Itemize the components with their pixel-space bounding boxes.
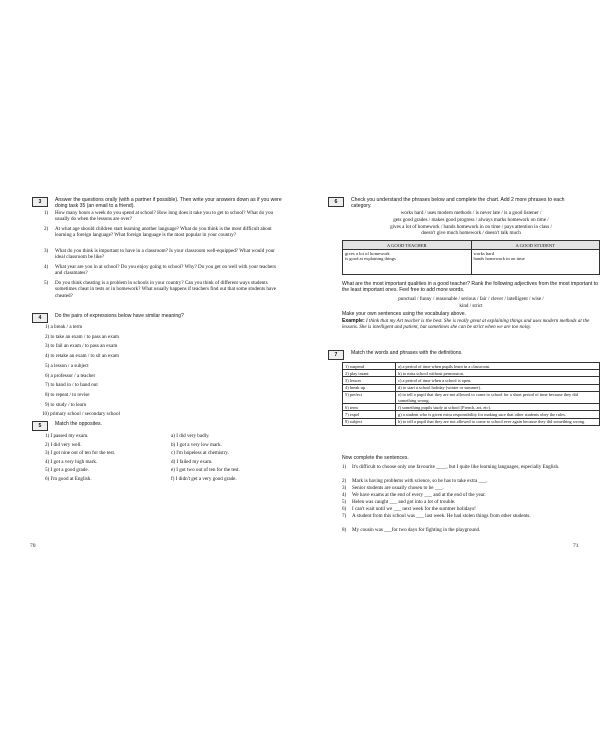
phrase-line: doesn't give much homework / doesn't talk much [421, 230, 521, 237]
expression-pair: 7) to hand in / to hand out [45, 382, 98, 389]
sentence-number: 7) [342, 513, 347, 519]
match-word[interactable]: 3) lesson [343, 377, 396, 384]
match-definition[interactable]: g) a student who is given extra responsibility for making sure that other students obey the rules. [396, 411, 600, 418]
page-number-left: 70 [30, 543, 36, 549]
sentence-number: 5) [342, 499, 347, 505]
question-text: How many hours a week do you spend at school? How long does it take you to get to school? What do you usually do when the lessons are over? [55, 210, 274, 223]
question-item [44, 248, 283, 261]
match-definition[interactable]: e) to tell a pupil that they are not allowed to come to school for a short period of time because they did something wrong. [396, 391, 600, 403]
question-item [44, 226, 283, 239]
match-row [343, 418, 600, 425]
exercise-5-number: 5 [32, 421, 48, 431]
expression-pair: 3) to fail an exam / to pass an exam [45, 343, 118, 350]
sentence-text: It's difficult to choose only one favourite ____, but I quite like learning languages, especially English. [352, 464, 560, 470]
sentence-number: 8) [342, 527, 347, 533]
opposite-right-item[interactable]: a) I did very badly. [171, 433, 210, 439]
match-word[interactable]: 7) expel [343, 411, 396, 418]
question-number: 5) [44, 280, 49, 286]
expression-pair: 2) to take an exam / to pass an exam [45, 333, 119, 340]
exercise-3-instruction: Answer the questions orally (with a partner if possible). Then write your answers down as if you were doing task 35 (an email to a friend). [55, 197, 282, 210]
opposite-right-item[interactable]: b) I got a very low mark. [171, 441, 222, 448]
sentence-number: 4) [342, 492, 347, 498]
sentence-text: Helen was caught ___ and got into a lot of trouble. [352, 499, 456, 505]
sentence-number: 6) [342, 506, 347, 512]
sentence-item [342, 492, 600, 498]
match-word[interactable]: 8) subject [343, 418, 396, 425]
match-definitions-table [342, 362, 600, 426]
sentence-text: I can't wait until we ___ next week for the summer holidays! [352, 506, 476, 512]
question-text: What do you think is important to have in a classroom? Is your classroom well-equipped? What would your ideal classroom be like? [55, 248, 275, 261]
exercise-6-number: 6 [328, 197, 344, 207]
exercise-4-number: 4 [32, 313, 48, 323]
chart-header-teacher: A GOOD TEACHER [343, 241, 472, 250]
exercise-5-header [32, 421, 282, 431]
sentence-item [342, 464, 600, 470]
exercise-4-header [32, 313, 282, 323]
rank-instruction: What are the most important qualities in a good teacher? Rank the following adjectives from the most important to the least important ones. Feel free to add more words. [342, 281, 598, 294]
match-row [343, 384, 600, 391]
sentence-text: A student from this school was ___ last week. He had stolen things from other students. [352, 513, 531, 519]
exercise-5-instruction: Match the opposites. [55, 421, 103, 427]
sentence-number: 3) [342, 485, 347, 491]
sentence-item [342, 513, 600, 519]
match-row [343, 391, 600, 403]
right-page [300, 0, 600, 750]
question-number: 1) [44, 210, 49, 216]
opposite-left-item[interactable]: 1) I passed my exam. [45, 433, 89, 439]
sentence-text: Senior students are usually chosen to be ___. [352, 485, 444, 491]
expression-pair: 6) a professor / a teacher [45, 372, 96, 379]
example-label: Example: [342, 318, 365, 324]
sentence-number: 2) [342, 478, 347, 484]
question-item [44, 280, 283, 299]
complete-sentences-instruction: Now complete the sentences. [342, 455, 409, 461]
match-definition[interactable]: f) something pupils study at school (French, art, etc). [396, 404, 600, 411]
sentence-item [342, 527, 600, 533]
page-number-right: 71 [573, 543, 579, 549]
question-number: 4) [44, 264, 49, 270]
match-definition[interactable]: b) to miss school without permission. [396, 370, 600, 377]
expression-pair: 1) a break / a term [45, 324, 83, 330]
opposite-left-item[interactable]: 6) I'm good at English. [45, 476, 92, 482]
exercise-3-number: 3 [32, 197, 48, 207]
phrase-line: gives a lot of homework / hands homework in on time / pays attention in class / [390, 223, 552, 230]
expression-pair: 5) a lesson / a subject [45, 362, 89, 369]
match-row [343, 411, 600, 418]
expression-pair: 8) to repeat / to revise [45, 391, 90, 398]
match-word[interactable]: 5) prefect [343, 391, 396, 403]
match-word[interactable]: 4) break up [343, 384, 396, 391]
chart-header-student: A GOOD STUDENT [471, 241, 600, 250]
exercise-6-header [328, 197, 576, 210]
opposite-right-item[interactable]: f) I didn't get a very good grade. [171, 476, 237, 482]
question-text: At what age should children start learning another language? What do you think is the most difficult about learning a foreign language? What foreign language is the most popular in your country? [55, 226, 272, 239]
exercise-7-instruction: Match the words and phrases with the definitions. [351, 350, 463, 356]
question-text: Do you think cheating is a problem in schools in your country? Can you think of different ways students sometimes cheat in tests or in homework? What usually happens if teachers find out that some students have cheated? [55, 280, 277, 299]
match-row [343, 370, 600, 377]
opposite-right-item[interactable]: c) I'm hopeless at chemistry. [171, 450, 229, 457]
opposite-left-item[interactable]: 4) I got a very high mark. [45, 458, 98, 465]
match-row [343, 377, 600, 384]
sentence-text: My cousin was ___for two days for fighting in the playground. [352, 527, 481, 533]
opposite-right-item[interactable]: e) I got two out of ten for the test. [171, 467, 240, 474]
sentence-number: 1) [342, 464, 347, 470]
own-sentences-instruction: Make your own sentences using the vocabulary above. [342, 311, 467, 317]
exercise-7-number: 7 [328, 350, 344, 360]
expression-pair: 4) to retake an exam / to sit an exam [45, 353, 119, 360]
adjective-line: kind / strict [459, 302, 483, 309]
exercise-3-header [32, 197, 282, 210]
match-definition[interactable]: h) to tell a pupil that they are not allowed to come to school ever again because they did something wrong. [396, 418, 600, 425]
example-paragraph [342, 318, 600, 331]
exercise-7-header [328, 350, 576, 360]
opposite-right-item[interactable]: d) I failed my exam. [171, 458, 213, 465]
match-row [343, 404, 600, 411]
match-definition[interactable]: c) a period of time when a school is open. [396, 377, 600, 384]
opposite-left-item[interactable]: 5) I got a good grade. [45, 467, 89, 474]
match-word[interactable]: 6) term [343, 404, 396, 411]
match-definition[interactable]: d) to start a school holiday (winter or summer). [396, 384, 600, 391]
question-number: 3) [44, 248, 49, 254]
chart-cell-student[interactable]: works hard hands homework in on time [471, 250, 600, 275]
match-definition[interactable]: a) a period of time when pupils learn in a classroom. [396, 363, 600, 370]
good-teacher-student-chart [342, 240, 600, 275]
chart-cell-teacher[interactable]: gives a lot of homework is good at explaining things [343, 250, 472, 275]
adjective-line: punctual / funny / reasonable / serious / fair / clever / intelligent / wise / [398, 296, 544, 302]
match-row [343, 363, 600, 370]
match-word[interactable]: 1) suspend [343, 363, 396, 370]
question-text: What year are you in at school? Do you enjoy going to school? Why? Do you get on well with your teachers and classmates? [55, 264, 277, 277]
expression-pair: 9) to study / to learn [45, 401, 87, 408]
sentence-text: Mark is having problems with science, so he has to take extra ___. [352, 478, 488, 484]
exercise-6-instruction: Check you understand the phrases below and complete the chart. Add 2 more phrases to each category. [351, 197, 565, 210]
match-word[interactable]: 2) play truant [343, 370, 396, 377]
opposite-left-item[interactable]: 2) I did very well. [45, 441, 82, 448]
exercise-4-instruction: Do the pairs of expressions below have similar meaning? [55, 313, 184, 319]
sentence-text: We have exams at the end of every ___ and at the end of the year. [352, 492, 486, 498]
opposite-left-item[interactable]: 3) I got nine out of ten for the test. [45, 450, 116, 457]
question-item [44, 264, 283, 277]
example-text: I think that my Art teacher is the best. She is really great at explaining things and uses modern methods at the lessons. She is intelligent and patient, but sometimes she can be strict when we are too noisy. [342, 318, 590, 331]
expression-pair: 10) primary school / secondary school [42, 411, 120, 418]
sentence-item [342, 506, 600, 512]
phrase-line: gets good grades / makes good progress / always marks homework on time / [393, 216, 549, 223]
sentence-item [342, 485, 600, 491]
phrase-line: works hard / uses modern methods / is never late / is a good listener / [400, 210, 542, 216]
sentence-item [342, 499, 600, 505]
question-number: 2) [44, 226, 49, 232]
question-item [44, 210, 283, 223]
sentence-item [342, 478, 600, 484]
